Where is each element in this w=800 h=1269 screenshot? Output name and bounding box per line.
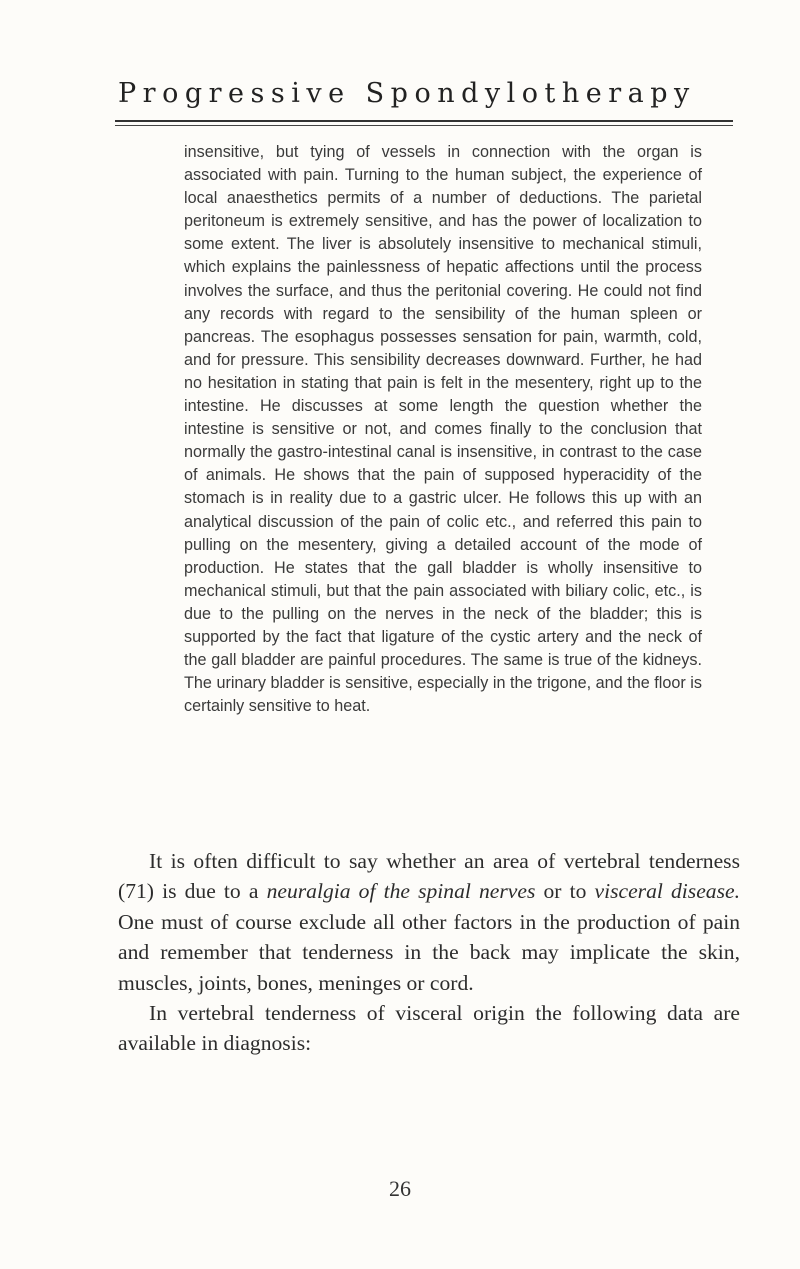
main-text (118, 846, 740, 1059)
paragraph-text-segment: One must of course exclude all other factors in the production of pain and remember that tenderness in the back may implicate the skin, muscles, joints, bones, meninges or cord. (118, 909, 740, 995)
header-rule-thin (115, 125, 733, 126)
paragraph-vertebral-tenderness (118, 846, 740, 998)
quoted-paragraph: insensitive, but tying of vessels in connection with the organ is associated with pain. Turning to the human subject, the experience of local anaesthetics permits of a number of deductions. The parietal peritoneum is extremely sensitive, and has the power of localization to some extent. The liver is absolutely insensitive to mechanical stimuli, which explains the painlessness of hepatic affections until the process involves the surface, and thus the peritonial covering. He could not find any records with regard to the sensibility of the human spleen or pancreas. The esophagus possesses sensation for pain, warmth, cold, and for pressure. This sensibility decreases downward. Further, he had no hesitation in stating that pain is felt in the mesentery, right up to the intestine. He discusses at some length the question whether the intestine is sensitive or not, and comes finally to the conclusion that normally the gastro-intestinal canal is insensitive, in contrast to the case of animals. He shows that the pain of supposed hyperacidity of the stomach is in reality due to a gastric ulcer. He follows this up with an analytical discussion of the pain of colic etc., and referred this pain to pulling on the mesentery, giving a detailed account of the mode of production. He states that the gall bladder is wholly insensitive to mechanical stimuli, but that the pain associated with biliary colic, etc., is due to the pulling on the nerves in the neck of the bladder; this is supported by the fact that ligature of the cystic artery and the neck of the gall bladder are painful procedures. The same is true of the kidneys. The urinary bladder is sensitive, especially in the trigone, and the floor is certainly sensitive to heat. (184, 143, 702, 716)
paragraph-diagnosis-data: In vertebral tenderness of visceral origin the following data are available in diagnosis: (118, 1001, 740, 1056)
header-rule-thick (115, 120, 733, 122)
page-number: 26 (389, 1176, 411, 1201)
italic-term-visceral-disease: visceral disease. (594, 879, 740, 904)
italic-term-spinal-neuralgia: neuralgia of the spinal nerves (266, 879, 536, 904)
running-head-title: Progressive Spondylotherapy (118, 78, 696, 109)
paragraph-text-segment: It is often difficult to say whether an area of vertebral tenderness (71) is due to a (118, 849, 740, 904)
paragraph-text-segment: or to (535, 879, 595, 904)
quoted-passage (184, 141, 702, 718)
